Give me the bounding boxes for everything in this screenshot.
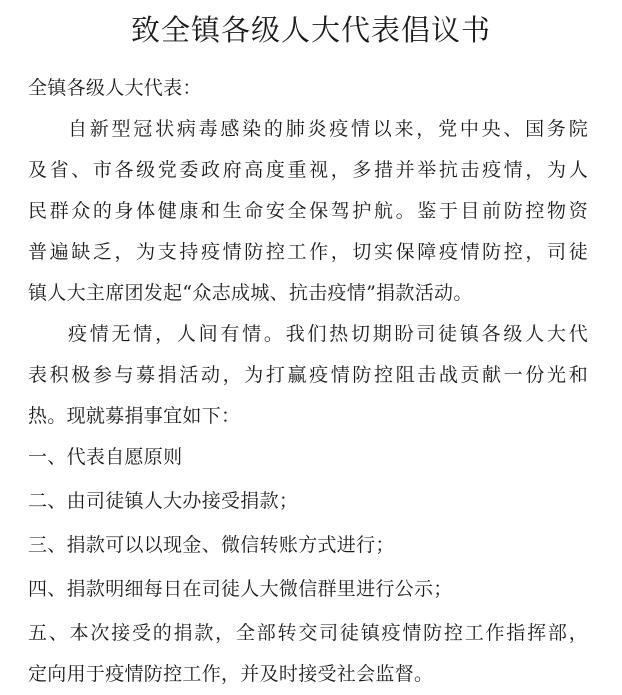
- item-list: [28, 437, 588, 695]
- document-title: 致全镇各级人大代表倡议书: [130, 13, 491, 47]
- list-item: 一、代表自愿原则: [28, 446, 183, 468]
- list-item: 二、由司徒镇人大办接受捐款；: [28, 490, 299, 512]
- document-body: [28, 68, 588, 695]
- list-item: 四、捐款明细每日在司徒人大微信群里进行公示；: [28, 578, 453, 600]
- paragraph-1-line: 民群众的身体健康和生命安全保驾护航。鉴于目前防控物资: [28, 200, 588, 222]
- paragraph-1-line: 普遍缺乏，为支持疫情防控工作，切实保障疫情防控，司徒: [28, 241, 588, 263]
- paragraph-1-line: 镇人大主席团发起“众志成城、抗击疫情”捐款活动。: [28, 282, 473, 304]
- list-item: 五、本次接受的捐款，全部转交司徒镇疫情防控工作指挥部，: [28, 622, 588, 644]
- paragraph-2-line: 表积极参与募捐活动，为打赢疫情防控阻击战贡献一份光和: [28, 364, 588, 386]
- paragraph-2: [28, 314, 588, 437]
- list-item: 三、捐款可以以现金、微信转账方式进行；: [28, 534, 395, 556]
- list-item-continuation: 定向用于疫情防控工作，并及时接受社会监督。: [28, 663, 434, 685]
- paragraph-1: [28, 109, 588, 314]
- salutation: 全镇各级人大代表：: [28, 77, 202, 99]
- paragraph-1-line: 及省、市各级党委政府高度重视，多措并举抗击疫情，为人: [28, 159, 588, 181]
- paragraph-2-line: 疫情无情，人间有情。我们热切期盼司徒镇各级人大代: [68, 323, 588, 345]
- paragraph-2-line: 热。现就募捐事宜如下：: [28, 405, 241, 427]
- paragraph-1-line: 自新型冠状病毒感染的肺炎疫情以来，党中央、国务院: [68, 118, 588, 140]
